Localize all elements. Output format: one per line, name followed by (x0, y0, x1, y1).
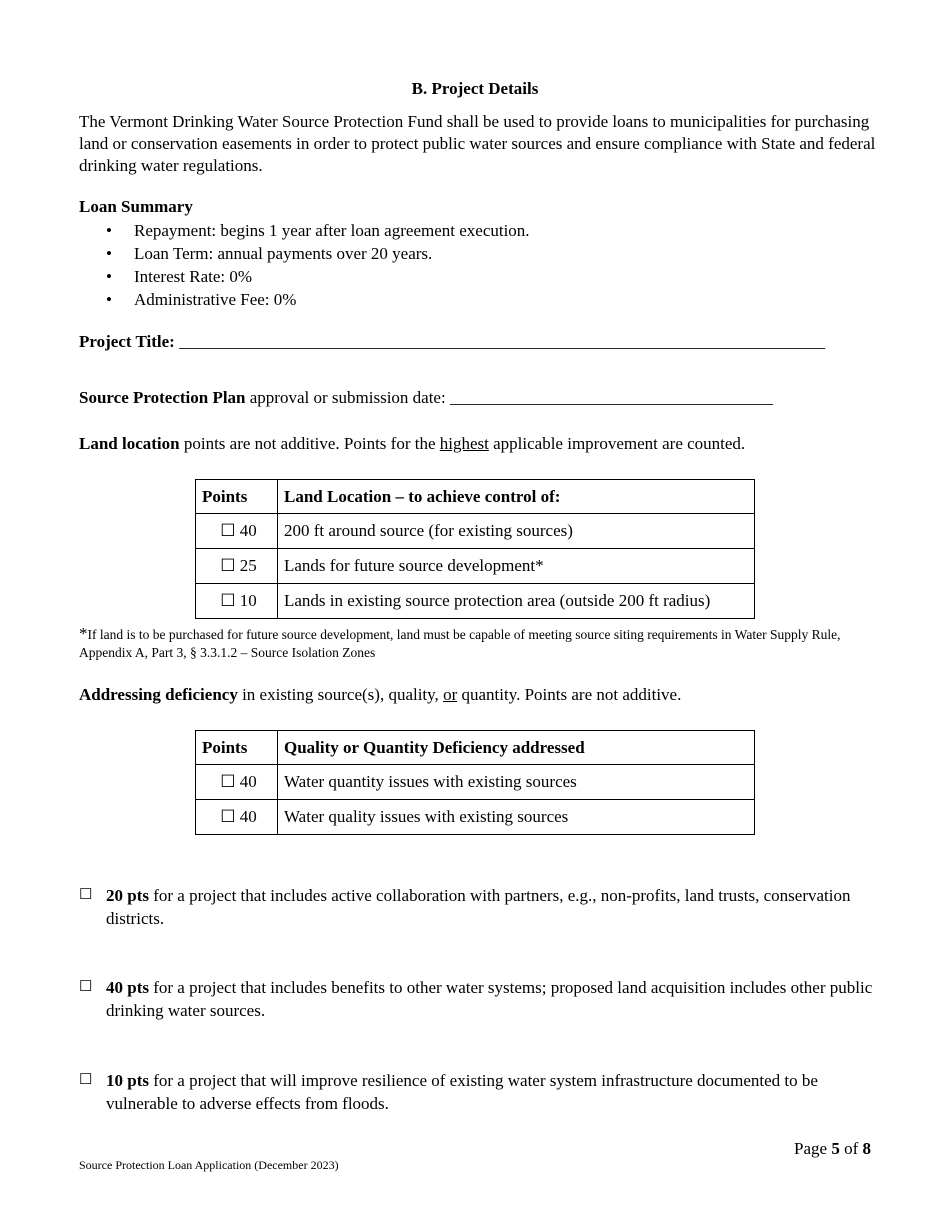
page-current: 5 (831, 1139, 840, 1158)
points-value: 40 (239, 521, 257, 540)
table-row (196, 584, 755, 619)
points-cell[interactable] (196, 800, 278, 835)
points-header: Points (196, 480, 278, 514)
project-title-blank[interactable]: ____________________________________________________________________________ (179, 332, 826, 351)
points-value: 40 (239, 772, 257, 791)
checkbox[interactable]: ☐ (220, 556, 236, 575)
table-header-row (196, 480, 755, 514)
desc-cell: Lands for future source development* (278, 549, 755, 584)
option-collaboration (79, 884, 879, 930)
points-cell[interactable] (196, 514, 278, 549)
checkbox[interactable]: ☐ (79, 979, 93, 995)
loan-summary-list (106, 219, 530, 311)
desc-cell: Water quality issues with existing sources (278, 800, 755, 835)
option-text: for a project that will improve resilience of existing water system infrastructure documented to be vulnerable to adverse effects from floods. (106, 1071, 818, 1113)
land-location-intro (79, 434, 889, 454)
list-item: • Loan Term: annual payments over 20 years. (106, 242, 530, 265)
list-item: • Interest Rate: 0% (106, 265, 530, 288)
land-location-table (195, 479, 755, 619)
points-value: 25 (239, 556, 257, 575)
points-cell[interactable] (196, 584, 278, 619)
points-cell[interactable] (196, 549, 278, 584)
loan-summary-heading: Loan Summary (79, 197, 193, 216)
checkbox[interactable]: ☐ (79, 887, 93, 903)
deficiency-intro-bold: Addressing deficiency (79, 685, 238, 704)
spp-date-blank[interactable]: ______________________________________ (449, 388, 773, 407)
list-item: • Repayment: begins 1 year after loan agreement execution. (106, 219, 530, 242)
project-title-label: Project Title: (79, 332, 175, 351)
option-text: for a project that includes active collaboration with partners, e.g., non-profits, land trusts, conservation districts. (106, 886, 851, 928)
page-footer: Source Protection Loan Application (December 2023) (79, 1158, 339, 1172)
points-cell[interactable] (196, 765, 278, 800)
deficiency-header: Quality or Quantity Deficiency addressed (278, 731, 755, 765)
page-total: 8 (862, 1139, 871, 1158)
desc-cell: Water quantity issues with existing sources (278, 765, 755, 800)
points-header: Points (196, 731, 278, 765)
section-title: B. Project Details (411, 79, 539, 98)
land-footnote (79, 625, 879, 662)
table-row (196, 514, 755, 549)
option-points: 10 pts (106, 1071, 149, 1090)
checkbox[interactable]: ☐ (79, 1072, 93, 1088)
deficiency-table (195, 730, 755, 835)
deficiency-intro-post: quantity. Points are not additive. (457, 685, 682, 704)
option-other-systems (79, 976, 879, 1022)
spp-label-rest: approval or submission date: (245, 388, 446, 407)
checkbox[interactable]: ☐ (220, 591, 236, 610)
page-prefix: Page (794, 1139, 832, 1158)
option-points: 40 pts (106, 978, 149, 997)
checkbox[interactable]: ☐ (220, 772, 236, 791)
land-intro-pre: points are not additive. Points for the (179, 434, 440, 453)
land-intro-underlined: highest (439, 434, 489, 453)
points-value: 10 (239, 591, 257, 610)
table-header-row (196, 731, 755, 765)
deficiency-intro (79, 685, 889, 705)
deficiency-intro-underlined: or (443, 685, 458, 704)
table-row (196, 549, 755, 584)
footnote-text: If land is to be purchased for future source development, land must be capable of meeting source siting requirements in Water Supply Rule, Appendix A, Part 3, § 3.3.1.2 – Source Isolation Zones (79, 627, 841, 660)
footnote-star: * (79, 624, 88, 643)
intro-paragraph: The Vermont Drinking Water Source Protection Fund shall be used to provide loans to municipalities for purchasing land or conservation easements in order to protect public water sources and ensure compliance with State and federal drinking water regulations. (79, 112, 876, 175)
spp-date-field[interactable] (79, 388, 773, 408)
deficiency-intro-pre: in existing source(s), quality, (237, 685, 444, 704)
option-resilience (79, 1069, 879, 1115)
table-row (196, 765, 755, 800)
option-points: 20 pts (106, 886, 149, 905)
table-row (196, 800, 755, 835)
option-text: for a project that includes benefits to other water systems; proposed land acquisition includes other public drinking water sources. (106, 978, 873, 1020)
desc-cell: 200 ft around source (for existing sources) (278, 514, 755, 549)
points-value: 40 (239, 807, 257, 826)
desc-cell: Lands in existing source protection area (outside 200 ft radius) (278, 584, 755, 619)
land-intro-post: applicable improvement are counted. (488, 434, 746, 453)
page-of: of (839, 1139, 863, 1158)
land-location-header: Land Location – to achieve control of: (278, 480, 755, 514)
list-item: • Administrative Fee: 0% (106, 288, 530, 311)
checkbox[interactable]: ☐ (220, 521, 236, 540)
project-title-field[interactable] (79, 332, 825, 352)
checkbox[interactable]: ☐ (220, 807, 236, 826)
land-intro-bold: Land location (79, 434, 180, 453)
spp-label-bold: Source Protection Plan (79, 388, 246, 407)
page-number (794, 1139, 871, 1159)
